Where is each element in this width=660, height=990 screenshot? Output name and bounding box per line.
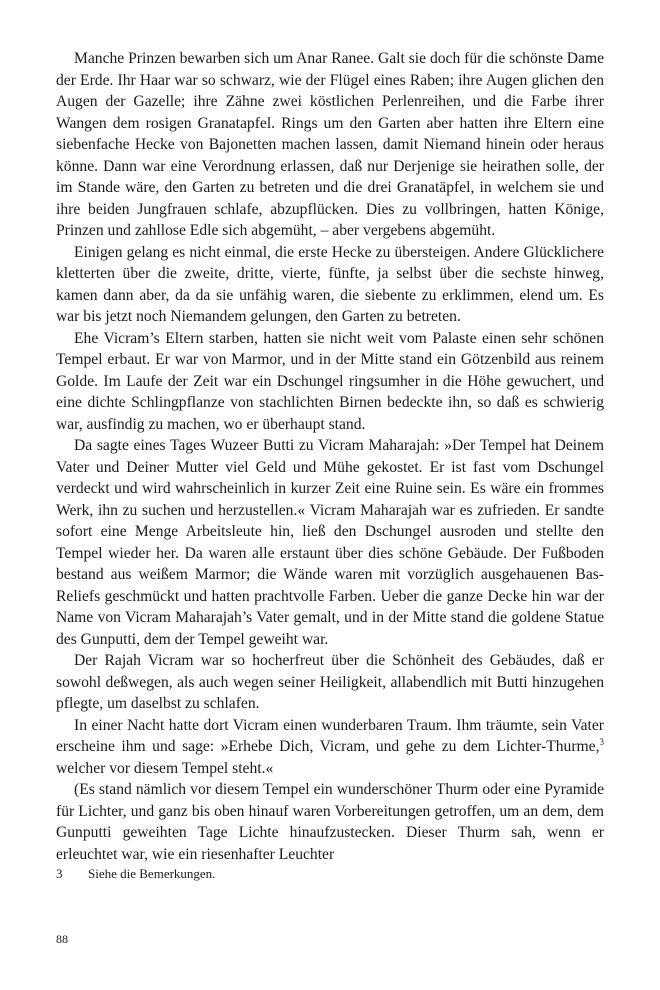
footnote-number: 3 — [56, 866, 63, 881]
paragraph-temple: Ehe Vicram’s Eltern starben, hatten sie nicht weit vom Palaste einen sehr schönen Tempel erbaut. Er war von Marmor, und in der Mitte stand ein Götzenbild aus reinem Golde. Im Laufe der Zeit war ein Dschungel ringsumher in die Höhe gewuchert, und eine dichte Schlingpflanze von stachlichten Birnen bedeckte ihn, so daß es schwierig war, ausfindig zu machen, wo er überhaupt stand. — [56, 329, 604, 433]
footnote-reference: 3 — [599, 736, 604, 747]
page-number: 88 — [56, 932, 68, 946]
paragraph-suitors: Manche Prinzen bewarben sich um Anar Ranee. Galt sie doch für die schönste Dame der Erde. Ihr Haar war so schwarz, wie der Flügel eines Raben; ihre Augen glichen den Augen der Gazelle; ihre Zähne zwei köstlichen Perlenreihen, und die Farbe ihrer Wangen dem rosigen Granatapfel. Rings um den Garten aber hatten ihre Eltern eine siebenfache Hecke von Bajonetten machen lassen, damit Niemand hinein oder heraus könne. Dann war eine Verordnung erlassen, daß nur Derjenige sie heirathen solle, der im Stande wäre, den Garten zu betreten und die drei Granatäpfel, in welchem sie und ihre beiden Jungfrauen schlafe, abzupflücken. Dies zu vollbringen, hatten Könige, Prinzen und zahllose Edle sich abgemüht, – aber vergebens abgemüht. — [56, 50, 605, 239]
body-text — [56, 48, 604, 865]
paragraph-hedges: Einigen gelang es nicht einmal, die erste Hecke zu übersteigen. Andere Glücklichere kletterten über die zweite, dritte, vierte, fünfte, ja selbst über die sechste hinweg, kamen dann aber, da da sie unfähig waren, die siebente zu erklimmen, elend um. Es war bis jetzt noch Niemandem gelungen, den Garten zu betreten. — [56, 243, 604, 325]
footnote-text: Siehe die Bemerkungen. — [88, 866, 216, 881]
paragraph-rajah: Der Rajah Vicram war so hocherfreut über die Schönheit des Gebäudes, daß er sowohl deßwegen, als auch wegen seiner Heiligkeit, allabendlich mit Butti hinzugehen pflegte, um daselbst zu schlafen. — [56, 652, 604, 712]
dream-text-end: welcher vor diesem Tempel steht.« — [56, 759, 274, 777]
dream-text: In einer Nacht hatte dort Vicram einen wunderbaren Traum. Ihm träumte, sein Vater erscheine ihm und sage: »Erhebe Dich, Vicram, und gehe zu dem Lichter-Thurme, — [56, 716, 604, 755]
paragraph-wuzeer: Da sagte eines Tages Wuzeer Butti zu Vicram Maharajah: »Der Tempel hat Deinem Vater und Deiner Mutter viel Geld und Mühe gekostet. Er ist fast vom Dschungel verdeckt und wird wahrscheinlich in kurzer Zeit eine Ruine sein. Es wäre ein frommes Werk, ihn zu suchen und herzustellen.« Vicram Maharajah war es zufrieden. Er sandte sofort eine Menge Arbeitsleute hin, ließ den Dschungel ausroden und stellte den Tempel wieder her. Da waren alle erstaunt über dies schöne Gebäude. Der Fußboden bestand aus weißem Marmor; die Wände waren mit vorzüglich ausgehauenen Bas-Reliefs geschmückt und hatten prachtvolle Farben. Ueber die ganze Decke hin war der Name von Vicram Maharajah’s Vater gemalt, und in der Mitte stand die goldene Statue des Gunputti, dem der Tempel geweiht war. — [56, 437, 604, 648]
paragraph-tower: (Es stand nämlich vor diesem Tempel ein wunderschöner Thurm oder eine Pyramide für Lichter, und ganz bis oben hinauf waren Vorbereitungen getroffen, um an dem, dem Gunputti geweihten Tage Lichte hinaufzustecken. Dieser Thurm sah, wenn er erleuchtet war, wie ein riesenhafter Leuchter — [56, 781, 604, 863]
footnote — [56, 865, 604, 883]
paragraph-dream — [56, 715, 604, 780]
page-body — [56, 48, 604, 865]
